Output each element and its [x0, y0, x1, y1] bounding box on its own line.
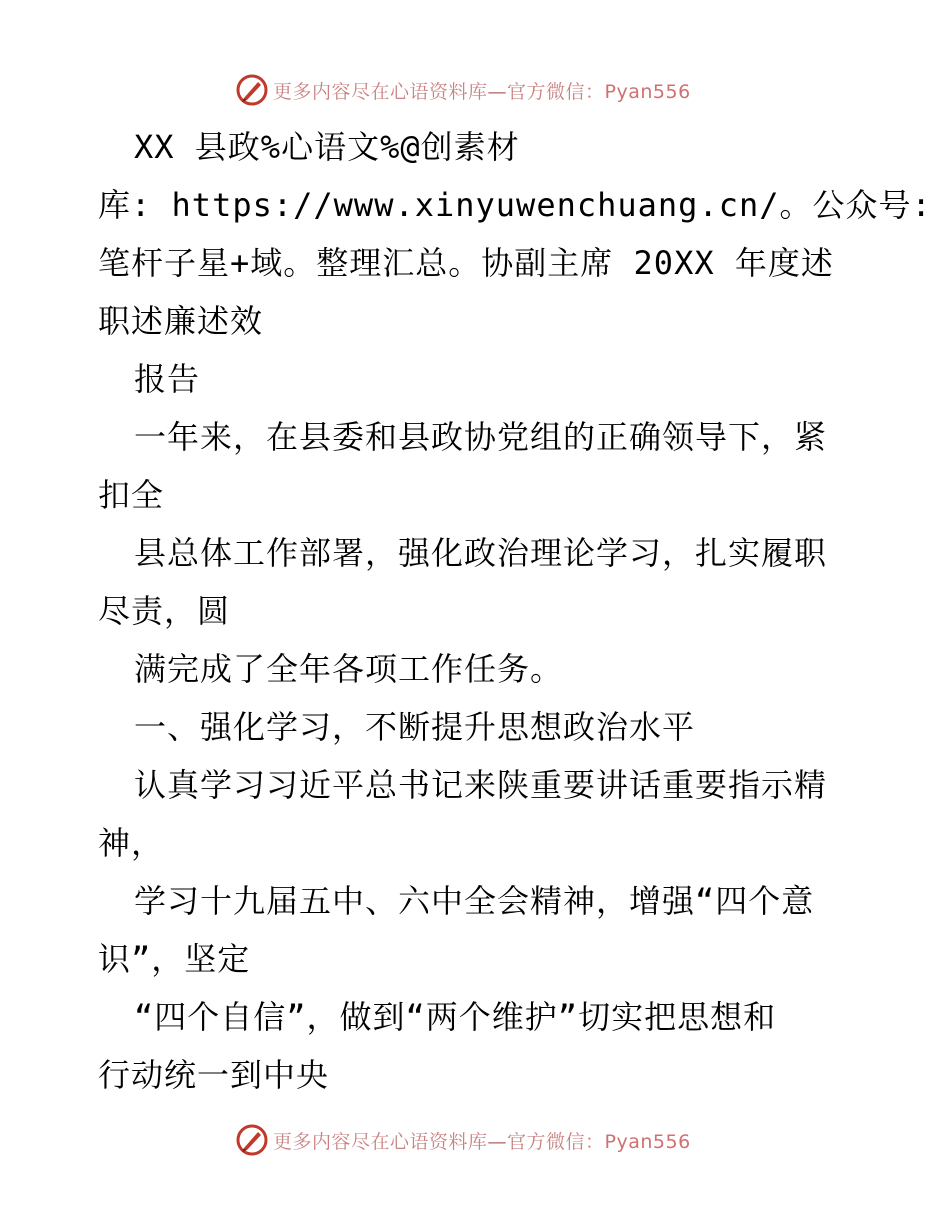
text-line: 库: https://www.xinyuwenchuang.cn/。公众号:	[98, 186, 932, 224]
text-line: “四个自信”，做到“两个维护”切实把思想和	[134, 998, 777, 1036]
document-body	[98, 118, 932, 1104]
watermark-dash: —	[487, 1130, 508, 1153]
text-line: XX 县政%心语文%@创素材	[134, 128, 520, 166]
text-line: 县总体工作部署，强化政治理论学习，扎实履职	[134, 534, 828, 572]
watermark-wechat-id: Pyan556	[604, 80, 691, 103]
watermark-text	[273, 1127, 691, 1154]
text-line: 报告	[134, 360, 201, 398]
watermark-wechat-id: Pyan556	[604, 1130, 691, 1153]
text-line: 职述廉述效	[98, 302, 264, 340]
text-line: 扣全	[98, 476, 165, 514]
text-line: 神，	[98, 824, 165, 862]
text-line: 满完成了全年各项工作任务。	[134, 650, 564, 688]
text-line: 认真学习习近平总书记来陕重要讲话重要指示精	[134, 766, 828, 804]
watermark-main: 更多内容尽在心语资料库	[273, 1130, 488, 1153]
watermark-banner-top	[235, 73, 691, 107]
watermark-dash: —	[487, 80, 508, 103]
text-line: 一年来，在县委和县政协党组的正确领导下，紧	[134, 418, 828, 456]
watermark-text	[273, 77, 691, 104]
pen-logo-icon	[235, 1123, 269, 1157]
text-line: 一、强化学习，不断提升思想政治水平	[134, 708, 696, 746]
watermark-official: 官方微信：	[507, 1130, 605, 1153]
watermark-banner-bottom	[235, 1123, 691, 1157]
text-line: 尽责，圆	[98, 592, 231, 630]
text-line: 行动统一到中央	[98, 1056, 330, 1094]
watermark-main: 更多内容尽在心语资料库	[273, 80, 488, 103]
text-line: 学习十九届五中、六中全会精神，增强“四个意	[134, 882, 815, 920]
text-line: 笔杆子星+域。整理汇总。协副主席 20XX 年度述	[98, 244, 834, 282]
pen-logo-icon	[235, 73, 269, 107]
watermark-official: 官方微信：	[507, 80, 605, 103]
text-line: 识”，坚定	[98, 940, 251, 978]
